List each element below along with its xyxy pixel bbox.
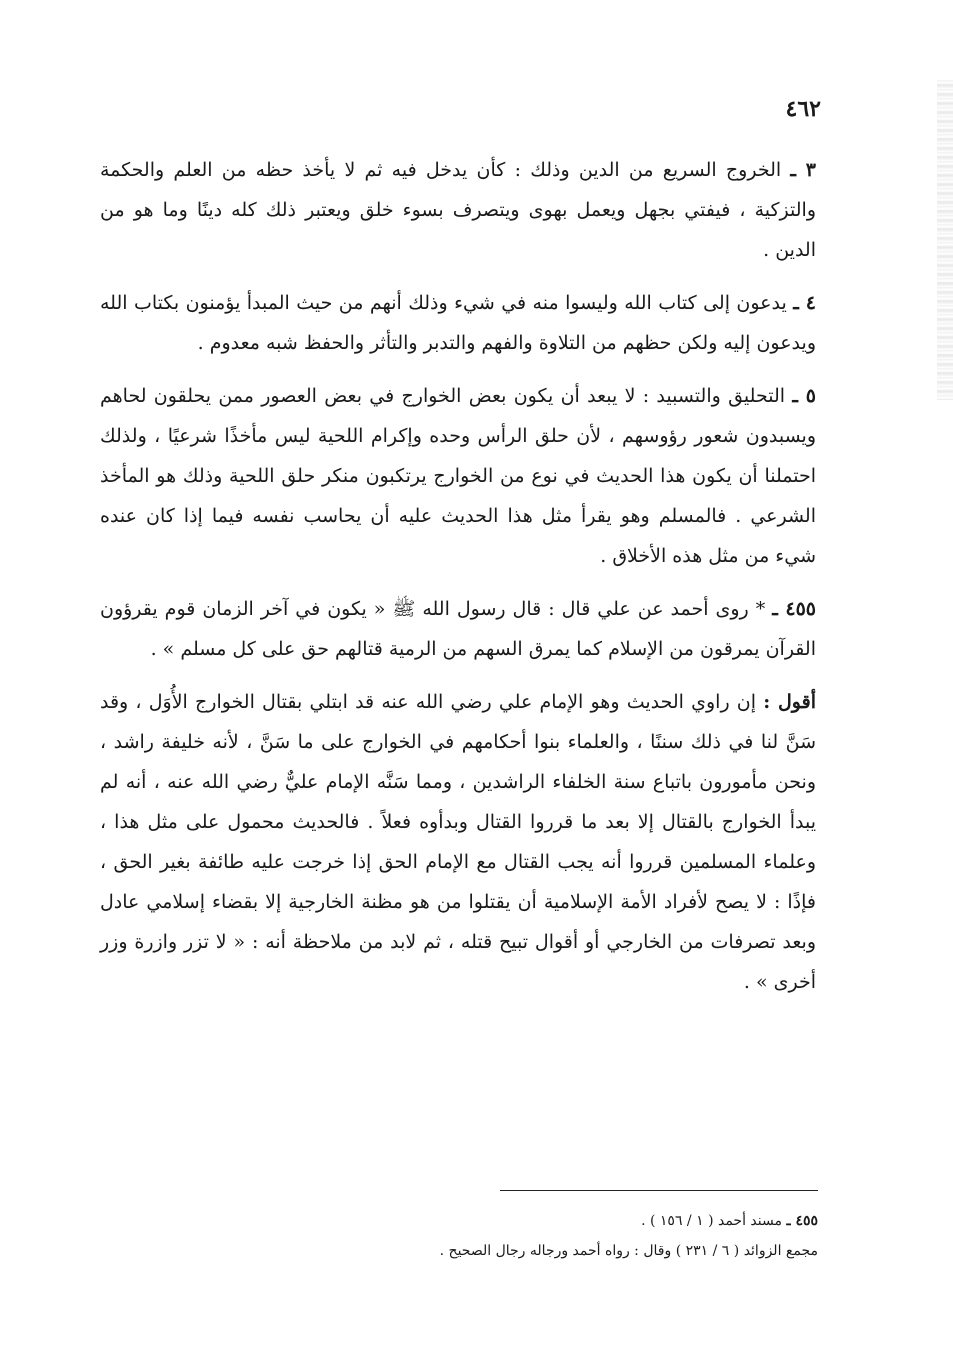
hadith-number: ٤٥٥ ـ [772,598,816,620]
paragraph-point-3 [100,150,816,270]
footnote-divider [500,1190,818,1191]
footnotes [218,1206,818,1266]
footnote-number: ٤٥٥ ـ [786,1213,818,1229]
page-number: ٤٦٢ [785,96,821,122]
scan-edge-noise [937,80,953,400]
main-text [100,150,816,1015]
paragraph-number: ٤ ـ [793,292,816,314]
commentary-lead: أقول : [763,691,816,713]
paragraph-text: الخروج السريع من الدين وذلك : كأن يدخل فيه ثم لا يأخذ حظه من العلم والحكمة والتزكية ، فيفتي بجهل ويعمل بهوى ويتصرف بسوء خلق ويعتبر ذلك كله دينًا وما هو من الدين . [100,159,816,261]
hadith-455 [100,589,816,669]
hadith-text: * روى أحمد عن علي قال : قال رسول الله ﷺ « يكون في آخر الزمان قوم يقرؤون القرآن يمرقون من الإسلام كما يمرق السهم من الرمية قتالهم حق على كل مسلم » . [100,598,816,660]
paragraph-number: ٣ ـ [790,159,816,181]
footnote-item [218,1206,818,1236]
paragraph-text: التحليق والتسبيد : لا يبعد أن يكون بعض الخوارج في بعض العصور ممن يحلقون لحاهم ويسبدون شعور رؤوسهم ، لأن حلق الرأس وحده وإكرام اللحية ليس مأخذًا شرعيًا ، ولذلك احتملنا أن يكون هذا الحديث في نوع من الخوارج يرتكبون منكر حلق اللحية وذلك هو المأخذ الشرعي . فالمسلم وهو يقرأ مثل هذا الحديث عليه أن يحاسب نفسه فيما إذا كان عنده شيء من مثل هذه الأخلاق . [100,385,816,567]
paragraph-point-4 [100,283,816,363]
paragraph-point-5 [100,376,816,576]
paragraph-number: ٥ ـ [792,385,816,407]
commentary-paragraph [100,682,816,1002]
paragraph-text: يدعون إلى كتاب الله وليسوا منه في شيء وذلك أنهم من حيث المبدأ يؤمنون بكتاب الله ويدعون إليه ولكن حظهم من التلاوة والفهم والتدبر والتأثر والحفظ شبه معدوم . [100,292,816,354]
footnote-item [218,1236,818,1266]
footnote-text: مجمع الزوائد ( ٦ / ٢٣١ ) وقال : رواه أحمد ورجاله رجال الصحيح . [439,1243,818,1259]
footnote-text: مسند أحمد ( ١ / ١٥٦ ) . [641,1213,782,1229]
commentary-text: إن راوي الحديث وهو الإمام علي رضي الله عنه قد ابتلي بقتال الخوارج الأُوَل ، وقد سَنَّ لنا في ذلك سننًا ، والعلماء بنوا أحكامهم في الخوارج على ما سَنَّ ، لأنه خليفة راشد ، ونحن مأمورون باتباع سنة الخلفاء الراشدين ، ومما سَنَّه الإمام عليٌّ رضي الله عنه ، أنه لم يبدأ الخوارج بالقتال إلا بعد ما قرروا القتال وبدأوه فعلاً . فالحديث محمول على مثل هذا ، وعلماء المسلمين قرروا أنه يجب القتال مع الإمام الحق إذا خرجت عليه طائفة بغير الحق ، فإذًا : لا يصح لأفراد الأمة الإسلامية أن يقتلوا من هو مظنة الخارجية إلا بقضاء إسلامي عادل وبعد تصرفات من الخارجي أو أقوال تبيح قتله ، ثم لابد من ملاحظة أنه : « لا تزر وازرة وزر أخرى » . [100,691,816,993]
